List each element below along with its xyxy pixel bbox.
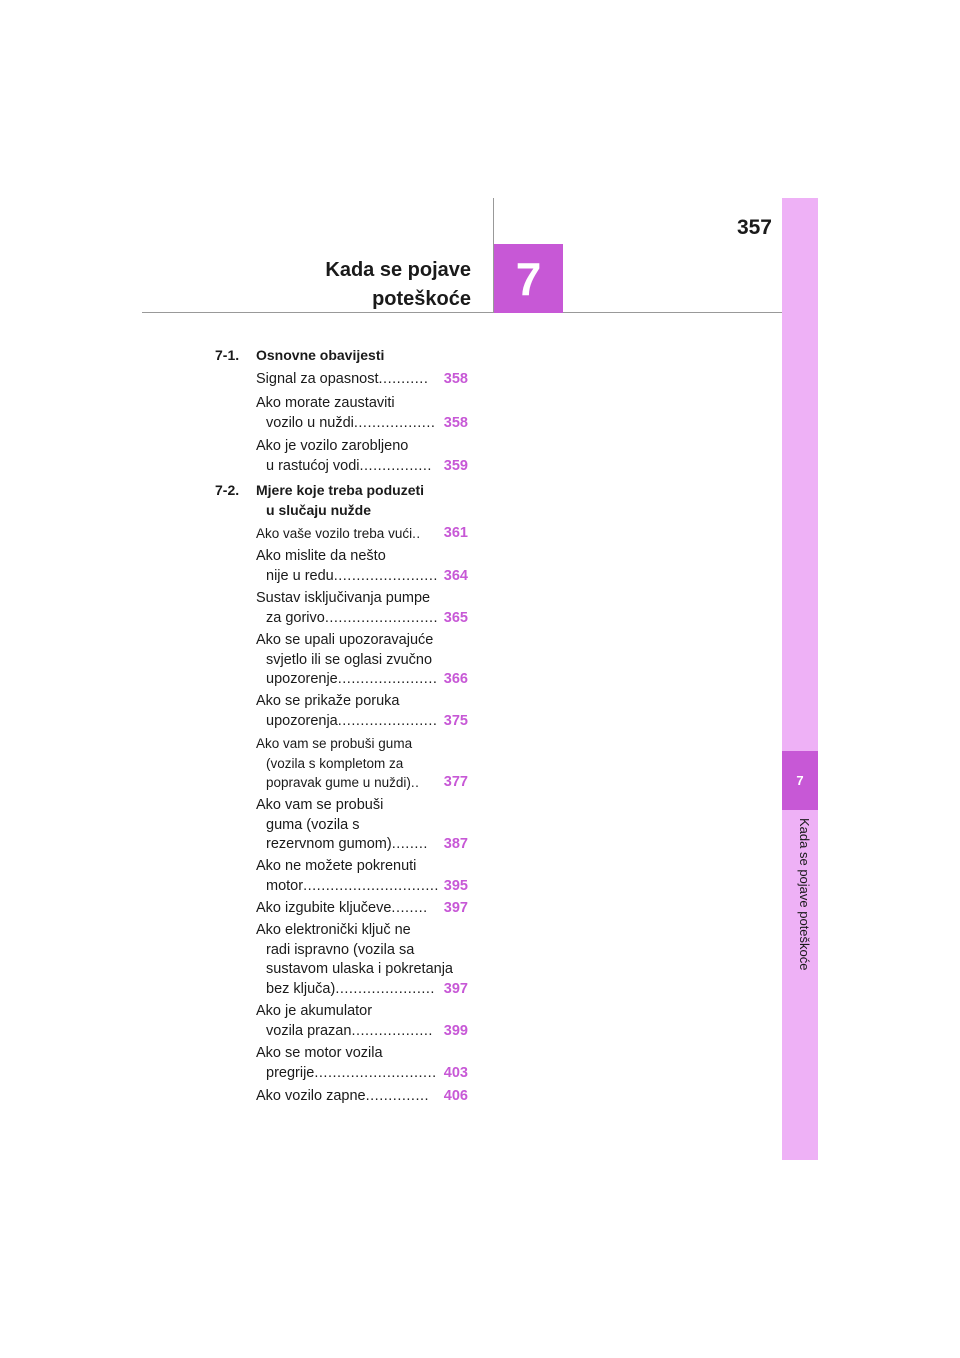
toc-leader-dots: ....................... <box>333 567 438 584</box>
toc-item-entry-line <box>256 414 468 434</box>
page-number: 357 <box>736 216 772 239</box>
toc-item-entry-line <box>256 1087 468 1107</box>
toc-item-title: Ako se motor vozila <box>256 1045 383 1061</box>
toc-item[interactable] <box>256 370 468 390</box>
toc-item-entry-line <box>256 1022 468 1042</box>
toc-item-title: za gorivo <box>266 609 325 626</box>
toc-page-link[interactable]: 365 <box>443 609 468 626</box>
toc-item-entry-line <box>256 567 468 587</box>
toc-page-link[interactable]: 397 <box>443 900 468 916</box>
toc-page-link[interactable]: 406 <box>443 1088 468 1104</box>
toc-item-entry-line <box>256 1064 468 1084</box>
toc-item-entry-line <box>256 835 468 855</box>
toc-page-link[interactable]: 403 <box>443 1064 468 1081</box>
toc-item-title: nije u redu <box>266 567 334 584</box>
toc-item-title-line <box>256 1044 468 1064</box>
toc-item-title: bez ključa) <box>266 980 336 997</box>
toc-leader-dots: ...................... <box>337 712 438 729</box>
toc-leader-dots: .. <box>412 526 421 541</box>
chapter-title-line2: poteškoće <box>372 288 471 310</box>
toc-page-link[interactable]: 375 <box>443 712 468 729</box>
toc-item-title-line <box>256 921 468 941</box>
toc-page-link[interactable]: 387 <box>443 836 468 852</box>
toc-item-title-line <box>256 734 468 754</box>
toc-leader-dots: ...................... <box>337 671 438 687</box>
toc-item-title: (vozila s kompletom za <box>266 755 404 771</box>
section-number: 7-1. <box>215 347 240 363</box>
toc-leader-dots: ......................... <box>324 609 439 626</box>
chapter-title-line1: Kada se pojave <box>325 259 471 281</box>
toc-item-entry-line <box>256 980 468 1000</box>
toc-item-title: vozila prazan <box>266 1022 352 1039</box>
toc-item[interactable] <box>256 524 468 544</box>
toc-item-title: motor <box>266 877 304 894</box>
toc-item-title: Ako izgubite ključeve <box>256 900 392 916</box>
toc-item[interactable] <box>256 1002 468 1041</box>
toc-item-entry-line <box>256 524 468 544</box>
toc-item[interactable] <box>256 394 468 433</box>
toc-item[interactable] <box>256 547 468 586</box>
toc-page-link[interactable]: 397 <box>443 980 468 997</box>
toc-leader-dots: .................. <box>353 414 436 431</box>
toc-item[interactable] <box>256 437 468 476</box>
toc-item-title-line <box>256 796 468 816</box>
toc-item-title: Signal za opasnost <box>256 371 379 387</box>
toc-item-title-line <box>256 960 468 980</box>
toc-page-link[interactable]: 395 <box>443 877 468 894</box>
toc-item-title: Ako ne možete pokrenuti <box>256 858 417 874</box>
toc-item-entry-line <box>256 670 468 690</box>
toc-page-link[interactable]: 377 <box>443 774 468 790</box>
toc-item-entry-line <box>256 899 468 919</box>
toc-item-title: Ako vam se probuši guma <box>256 736 413 751</box>
toc-item-entry-line <box>256 609 468 629</box>
toc-page-link[interactable]: 358 <box>443 371 468 387</box>
toc-item[interactable] <box>256 589 468 628</box>
toc-leader-dots: ................ <box>359 457 432 474</box>
toc-item-title-line <box>256 394 468 414</box>
toc-item-title-line <box>256 651 468 671</box>
section-title: Osnovne obavijesti <box>256 347 385 363</box>
toc-item-entry-line <box>256 712 468 732</box>
toc-leader-dots: ........... <box>378 371 429 387</box>
toc-item-title: Ako je akumulator <box>256 1003 373 1019</box>
toc-item-title-line <box>256 1002 468 1022</box>
toc-item-title-line <box>256 941 468 961</box>
toc-item[interactable] <box>256 631 468 690</box>
toc-item-title-line <box>256 692 468 712</box>
toc-leader-dots: ...................... <box>335 980 435 997</box>
toc-item-title: radi ispravno (vozila sa <box>266 941 415 958</box>
toc-item-title: svjetlo ili se oglasi zvučno <box>266 651 433 668</box>
toc-item-entry-line <box>256 370 468 390</box>
toc-item-title: rezervnom gumom) <box>266 836 392 852</box>
toc-item-title: Ako mislite da nešto <box>256 548 386 564</box>
toc-item-title: Ako je vozilo zarobljeno <box>256 438 409 454</box>
section-title-line2: u slučaju nužde <box>266 502 372 518</box>
toc-leader-dots: ........ <box>391 836 428 852</box>
toc-item-title-line <box>256 754 468 774</box>
toc-page-link[interactable]: 361 <box>443 525 468 541</box>
side-tab-chapter-number[interactable]: 7 <box>782 751 818 810</box>
toc-item[interactable] <box>256 1087 468 1107</box>
toc-item-title: upozorenje <box>266 671 338 687</box>
toc-item-title: vozilo u nuždi <box>266 414 354 431</box>
toc-item-entry-line <box>256 877 468 897</box>
toc-item-title: pregrije <box>266 1064 315 1081</box>
toc-page-link[interactable]: 399 <box>443 1022 468 1039</box>
toc-item[interactable] <box>256 692 468 731</box>
toc-item-title: Ako vam se probuši <box>256 797 384 813</box>
toc-item-title-line <box>256 589 468 609</box>
toc-item-title-line <box>256 816 468 836</box>
toc-item-title: popravak gume u nuždi) <box>266 775 411 790</box>
toc-item-title: sustavom ulaska i pokretanja <box>266 961 453 977</box>
toc-item-entry-line <box>256 457 468 477</box>
toc-item[interactable] <box>256 899 468 919</box>
toc-item[interactable] <box>256 1044 468 1083</box>
toc-leader-dots: .............. <box>365 1088 430 1104</box>
toc-item-entry-line <box>256 773 468 793</box>
toc-item-title: Ako vozilo zapne <box>256 1088 366 1104</box>
section-title: Mjere koje treba poduzeti <box>256 482 425 498</box>
toc-page-link[interactable]: 358 <box>443 414 468 431</box>
toc-item-title: Ako se prikaže poruka <box>256 693 400 709</box>
toc-page-link[interactable]: 359 <box>443 457 468 474</box>
toc-item-title: guma (vozila s <box>266 816 360 833</box>
toc-item[interactable] <box>256 734 468 793</box>
toc-item[interactable] <box>256 796 468 855</box>
toc-leader-dots: .. <box>410 775 420 790</box>
toc-item-title: Sustav isključivanja pumpe <box>256 590 431 606</box>
toc-page-link[interactable]: 366 <box>443 671 468 687</box>
toc-item-title: u rastućoj vodi <box>266 457 360 474</box>
toc-leader-dots: .............................. <box>303 877 439 894</box>
toc-item-title: Ako se upali upozoravajuće <box>256 632 434 648</box>
toc-item[interactable] <box>256 921 468 999</box>
toc-leader-dots: .................. <box>351 1022 433 1039</box>
toc-leader-dots: ........................... <box>314 1064 437 1081</box>
toc-item-title-line <box>256 857 468 877</box>
toc-item-title: Ako morate zaustaviti <box>256 395 395 411</box>
toc-leader-dots: ........ <box>391 900 428 916</box>
toc-item-title: Ako vaše vozilo treba vući <box>256 526 413 541</box>
toc-item-title: Ako elektronički ključ ne <box>256 922 411 938</box>
side-tab-label: Kada se pojave poteškoće <box>797 818 812 971</box>
toc-item-title: upozorenja <box>266 712 338 729</box>
chapter-number-box: 7 <box>494 244 563 313</box>
toc-page-link[interactable]: 364 <box>443 567 468 584</box>
toc-item[interactable] <box>256 857 468 896</box>
toc-item-title-line <box>256 547 468 567</box>
toc-item-title-line <box>256 631 468 651</box>
section-number: 7-2. <box>215 482 240 498</box>
toc-item-title-line <box>256 437 468 457</box>
